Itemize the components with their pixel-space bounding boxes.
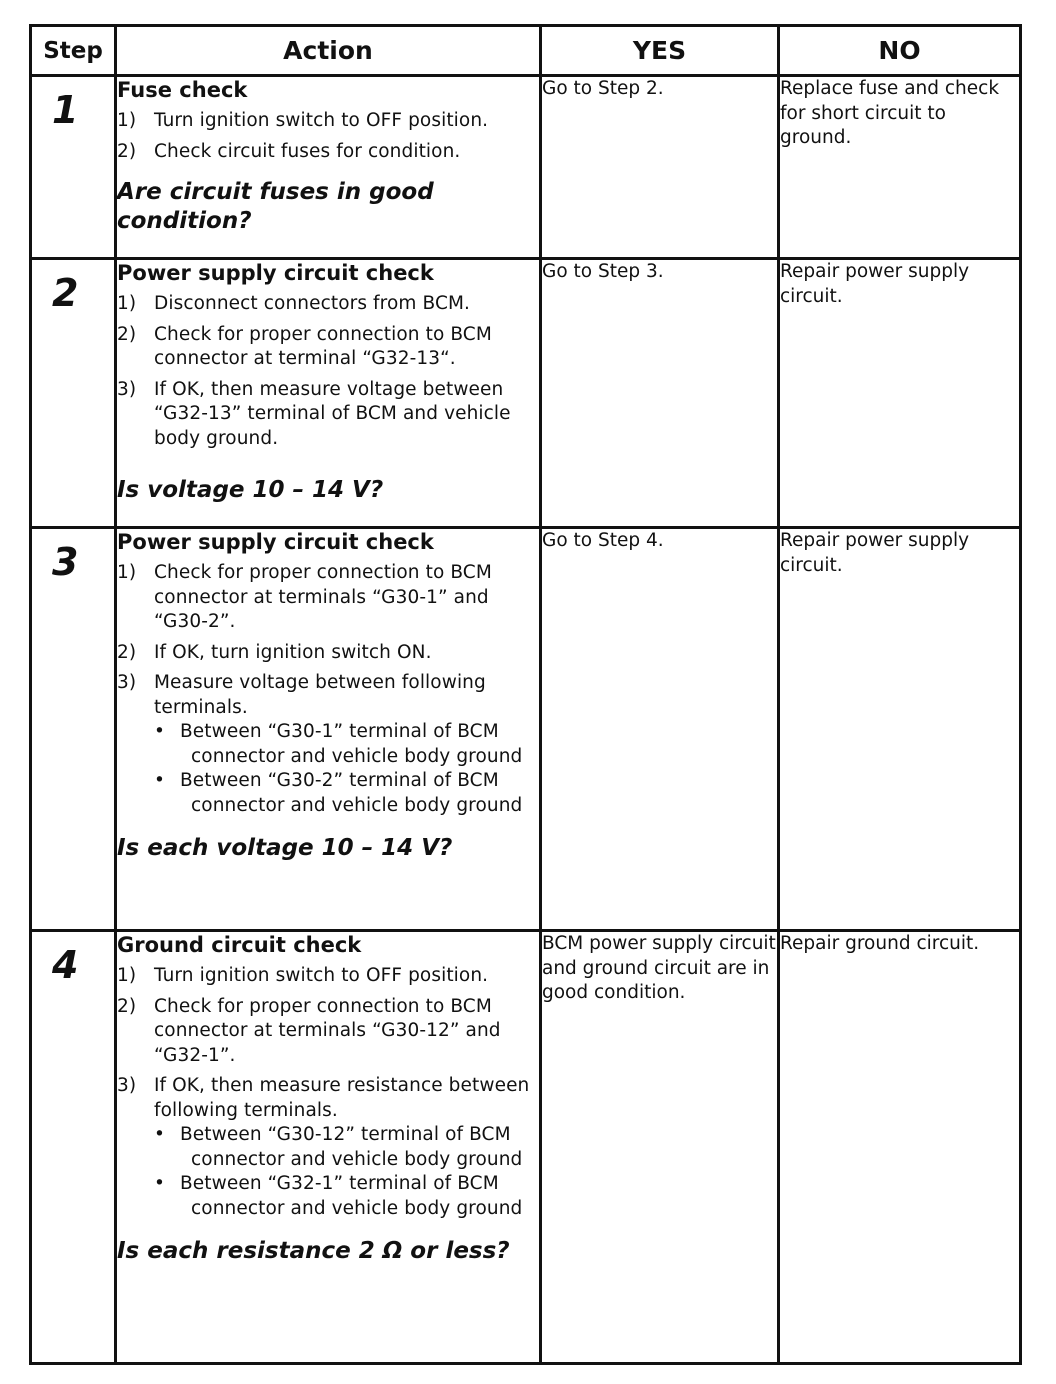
- terminal-list: [154, 1123, 539, 1221]
- terminal-list: [154, 720, 539, 818]
- header-step: Step: [31, 26, 116, 76]
- action-question: Is each voltage 10 – 14 V?: [117, 835, 453, 861]
- yes-cell: BCM power supply circuit and ground circuit are in good condition.: [541, 931, 779, 1364]
- no-cell: Replace fuse and check for short circuit to ground.: [779, 76, 1021, 259]
- action-steps: [117, 292, 539, 451]
- step-row-3: [31, 528, 1021, 931]
- header-yes: YES: [541, 26, 779, 76]
- action-title: Fuse check: [117, 78, 248, 102]
- action-steps: [117, 109, 539, 164]
- bullet-item: • Between “G32-1” terminal of BCM connector and vehicle body ground: [154, 1173, 523, 1219]
- action-step: 1) Turn ignition switch to OFF position.: [117, 110, 489, 131]
- action-step: 3) If OK, then measure voltage between “G32-13” terminal of BCM and vehicle body ground.: [117, 378, 511, 449]
- action-step: 1) Turn ignition switch to OFF position.: [117, 965, 489, 986]
- bullet-item: • Between “G30-12” terminal of BCM connector and vehicle body ground: [154, 1124, 523, 1170]
- action-steps: [117, 964, 539, 1221]
- action-step: 1) Disconnect connectors from BCM.: [117, 293, 471, 314]
- header-no: NO: [779, 26, 1021, 76]
- step-row-1: [31, 76, 1021, 259]
- action-question: Is voltage 10 – 14 V?: [117, 477, 384, 503]
- troubleshooting-table: [29, 24, 1022, 1365]
- action-step: 2) Check for proper connection to BCM connector at terminals “G30-12” and “G32-1”.: [117, 995, 501, 1066]
- step-row-4: [31, 931, 1021, 1364]
- step-number-cell: [31, 528, 116, 931]
- action-cell: [116, 76, 541, 259]
- step-number: 3: [52, 540, 79, 584]
- no-cell: Repair power supply circuit.: [779, 259, 1021, 528]
- header-action: Action: [116, 26, 541, 76]
- header-row: [31, 26, 1021, 76]
- action-step: 3) Measure voltage between following terminals. • Between “G30-1” terminal of BCM connector and vehicle body ground • Between “G30-2” terminal of BCM connector and vehicle body ground: [117, 671, 539, 818]
- step-number-cell: [31, 931, 116, 1364]
- no-cell: Repair power supply circuit.: [779, 528, 1021, 931]
- step-number: 2: [52, 271, 79, 315]
- action-cell: [116, 528, 541, 931]
- action-steps: [117, 561, 539, 818]
- no-cell: Repair ground circuit.: [779, 931, 1021, 1364]
- step-number: 1: [52, 88, 79, 132]
- bullet-item: • Between “G30-2” terminal of BCM connector and vehicle body ground: [154, 770, 523, 816]
- action-question: Is each resistance 2 Ω or less?: [117, 1238, 510, 1264]
- step-number: 4: [52, 943, 79, 987]
- action-step: 2) If OK, turn ignition switch ON.: [117, 641, 432, 663]
- yes-cell: Go to Step 3.: [541, 259, 779, 528]
- action-step: 2) Check for proper connection to BCM connector at terminal “G32-13“.: [117, 323, 492, 369]
- action-step: 2) Check circuit fuses for condition.: [117, 140, 461, 162]
- action-title: Ground circuit check: [117, 933, 362, 957]
- action-title: Power supply circuit check: [117, 530, 434, 554]
- action-cell: [116, 931, 541, 1364]
- bullet-item: • Between “G30-1” terminal of BCM connector and vehicle body ground: [154, 721, 523, 767]
- action-step: 3) If OK, then measure resistance between following terminals. • Between “G30-12” terminal of BCM connector and vehicle body ground • Between “G32-1” terminal of BCM connector and vehicle body ground: [117, 1074, 539, 1221]
- action-cell: [116, 259, 541, 528]
- step-number-cell: [31, 259, 116, 528]
- action-question: Are circuit fuses in good condition?: [117, 179, 434, 234]
- yes-cell: Go to Step 4.: [541, 528, 779, 931]
- action-step: 1) Check for proper connection to BCM connector at terminals “G30-1” and “G30-2”.: [117, 562, 492, 632]
- yes-cell: Go to Step 2.: [541, 76, 779, 259]
- step-row-2: [31, 259, 1021, 528]
- step-number-cell: [31, 76, 116, 259]
- action-title: Power supply circuit check: [117, 261, 434, 285]
